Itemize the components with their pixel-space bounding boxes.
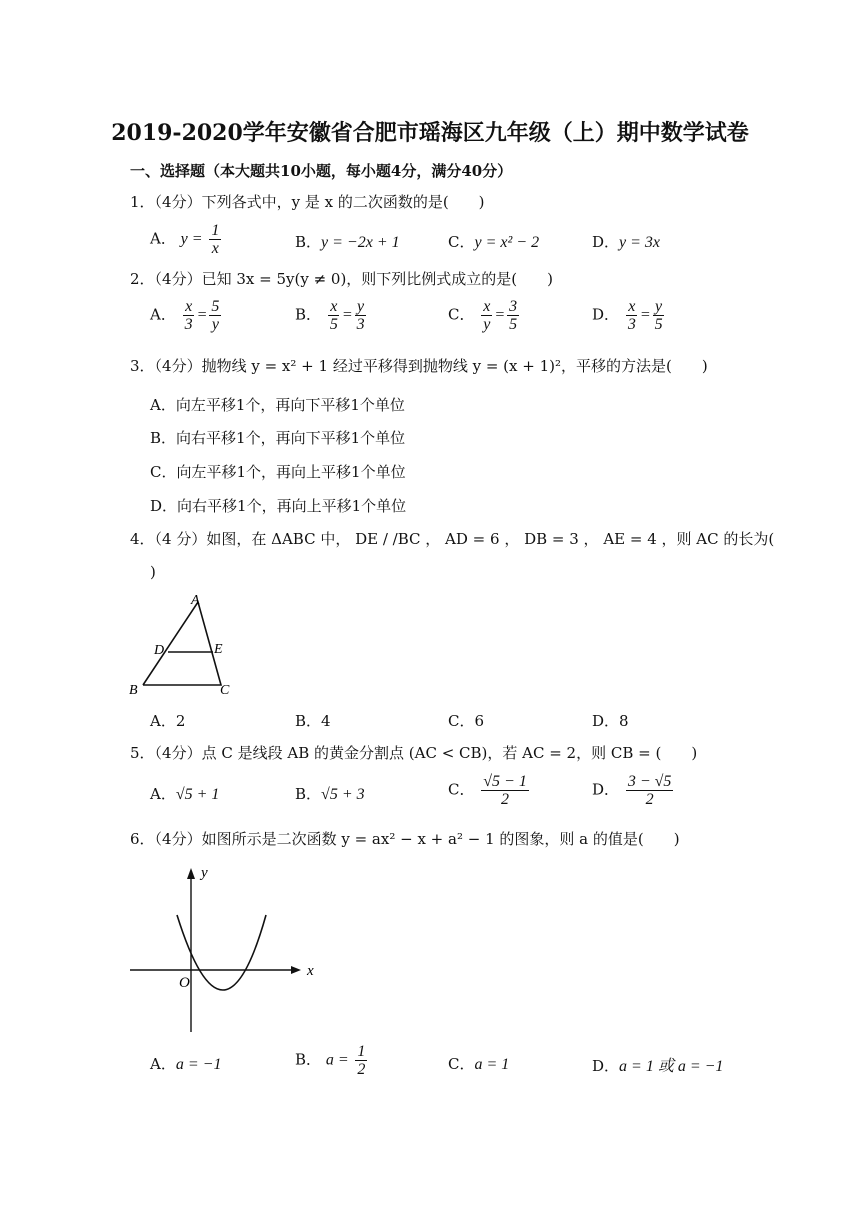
q4-option-c: C．6	[448, 712, 485, 730]
fraction	[507, 298, 519, 333]
q2-option-c	[448, 298, 521, 333]
numerator: 5	[211, 298, 220, 315]
q5-option-b	[295, 783, 365, 804]
q1-option-a	[150, 222, 223, 257]
math-expr: y =	[180, 230, 203, 248]
q4-option-a: A．2	[150, 712, 186, 730]
question-5-stem: 5．（4分）点 C 是线段 AB 的黄金分割点 (AC < CB)，若 AC = 2，则 CB = ( )	[130, 744, 698, 762]
section-heading: 一、选择题（本大题共10小题，每小题4分，满分40分）	[130, 162, 513, 180]
question-4-stem-cont: )	[150, 563, 156, 581]
fraction	[183, 298, 195, 333]
denominator: 3	[627, 316, 636, 333]
math-expr: a = −1	[175, 1056, 222, 1073]
option-letter: B．	[295, 305, 322, 324]
question-1-stem: 1．（4分）下列各式中，y 是 x 的二次函数的是( )	[130, 193, 485, 211]
q6-option-c	[448, 1053, 509, 1074]
denominator: 2	[645, 791, 654, 808]
option-letter: A．	[150, 305, 176, 324]
fraction	[626, 298, 638, 333]
vertex-label-d: D	[154, 643, 165, 658]
vertex-label-c: C	[220, 683, 230, 698]
denominator: 3	[184, 316, 193, 333]
fraction	[209, 222, 221, 257]
numerator: x	[330, 298, 338, 315]
numerator: y	[655, 298, 663, 315]
parabola-figure	[125, 860, 325, 1035]
denominator: 5	[654, 316, 663, 333]
numerator: x	[628, 298, 636, 315]
q4-option-b: B．4	[295, 712, 331, 730]
math-expr: a = 1	[474, 1056, 510, 1073]
numerator: x	[483, 298, 491, 315]
option-letter: C．	[448, 305, 475, 324]
fraction	[355, 1043, 367, 1078]
numerator: 1	[357, 1043, 366, 1060]
equals-sign: =	[639, 306, 651, 324]
math-expr: a = 1 或 a = −1	[619, 1058, 724, 1075]
numerator: 3 − √5	[627, 773, 672, 790]
y-axis-arrow	[187, 868, 195, 879]
math-expr: y = x² − 2	[474, 234, 540, 251]
q3-option-d: D．向右平移1个，再向上平移1个单位	[150, 497, 407, 515]
question-2-stem: 2．（4分）已知 3x = 5y(y ≠ 0)，则下列比例式成立的是( )	[130, 270, 554, 288]
denominator: 3	[356, 316, 365, 333]
option-letter: C．	[448, 233, 475, 251]
x-axis-arrow	[291, 966, 301, 974]
fraction	[481, 773, 529, 808]
denominator: 2	[357, 1061, 366, 1078]
option-letter: D．	[592, 305, 620, 324]
math-expr: a =	[325, 1051, 349, 1069]
math-expr: √5 + 3	[321, 786, 365, 803]
q1-option-c	[448, 231, 539, 252]
fraction	[209, 298, 221, 333]
q6-option-a	[150, 1053, 221, 1074]
q3-option-b: B．向右平移1个，再向下平移1个单位	[150, 429, 406, 447]
equals-sign: =	[341, 306, 353, 324]
option-letter: A．	[150, 229, 176, 248]
q1-option-d	[592, 231, 660, 252]
q5-option-a	[150, 783, 219, 804]
q6-option-b	[295, 1043, 369, 1078]
q6-option-d	[592, 1053, 723, 1076]
option-letter: C．	[448, 780, 475, 799]
option-letter: D．	[592, 780, 620, 799]
vertex-label-b: B	[129, 683, 138, 698]
fraction	[355, 298, 367, 333]
question-4-stem: 4．（4 分）如图，在 ΔABC 中， DE / /BC ， AD = 6 ， DB = 3 ， AE = 4 ，则 AC 的长为(	[130, 530, 775, 548]
triangle-figure	[125, 590, 245, 700]
fraction	[653, 298, 665, 333]
q4-option-d: D．8	[592, 712, 629, 730]
numerator: x	[185, 298, 193, 315]
denominator: x	[211, 240, 219, 257]
fraction	[626, 773, 674, 808]
option-letter: B．	[295, 233, 322, 251]
numerator: √5 − 1	[483, 773, 527, 790]
option-letter: B．	[295, 1050, 322, 1069]
numerator: 3	[509, 298, 518, 315]
question-3-stem: 3．（4分）抛物线 y = x² + 1 经过平移得到抛物线 y = (x + 1)²，平移的方法是( )	[130, 357, 708, 375]
x-axis-label: x	[307, 963, 314, 979]
option-letter: B．	[295, 785, 322, 803]
denominator: y	[211, 316, 219, 333]
vertex-label-e: E	[214, 642, 223, 657]
math-expr: y = 3x	[619, 234, 661, 251]
math-expr: y = −2x + 1	[321, 234, 400, 251]
option-letter: A．	[150, 785, 176, 803]
equals-sign: =	[196, 306, 208, 324]
equals-sign: =	[494, 306, 506, 324]
q5-option-c	[448, 773, 531, 808]
option-letter: A．	[150, 1055, 176, 1073]
option-letter: C．	[448, 1055, 475, 1073]
option-letter: D．	[592, 233, 620, 251]
origin-label: O	[179, 975, 190, 991]
q2-option-b	[295, 298, 369, 333]
option-letter: D．	[592, 1057, 620, 1075]
fraction	[328, 298, 340, 333]
exam-title: 2019-2020学年安徽省合肥市瑶海区九年级（上）期中数学试卷	[111, 120, 749, 146]
denominator: 5	[509, 316, 518, 333]
q1-option-b	[295, 231, 400, 252]
q5-option-d	[592, 773, 675, 808]
numerator: 1	[211, 222, 220, 239]
q3-option-c: C．向左平移1个，再向上平移1个单位	[150, 463, 406, 481]
denominator: y	[483, 316, 491, 333]
denominator: 5	[329, 316, 338, 333]
denominator: 2	[501, 791, 510, 808]
fraction	[481, 298, 492, 333]
numerator: y	[357, 298, 365, 315]
vertex-label-a: A	[191, 593, 200, 608]
q3-option-a: A．向左平移1个，再向下平移1个单位	[150, 396, 405, 414]
math-expr: √5 + 1	[175, 786, 220, 803]
y-axis-label: y	[201, 865, 208, 881]
q2-option-d	[592, 298, 667, 333]
question-6-stem: 6．（4分）如图所示是二次函数 y = ax² − x + a² − 1 的图象，则 a 的值是( )	[130, 830, 680, 848]
q2-option-a	[150, 298, 223, 333]
